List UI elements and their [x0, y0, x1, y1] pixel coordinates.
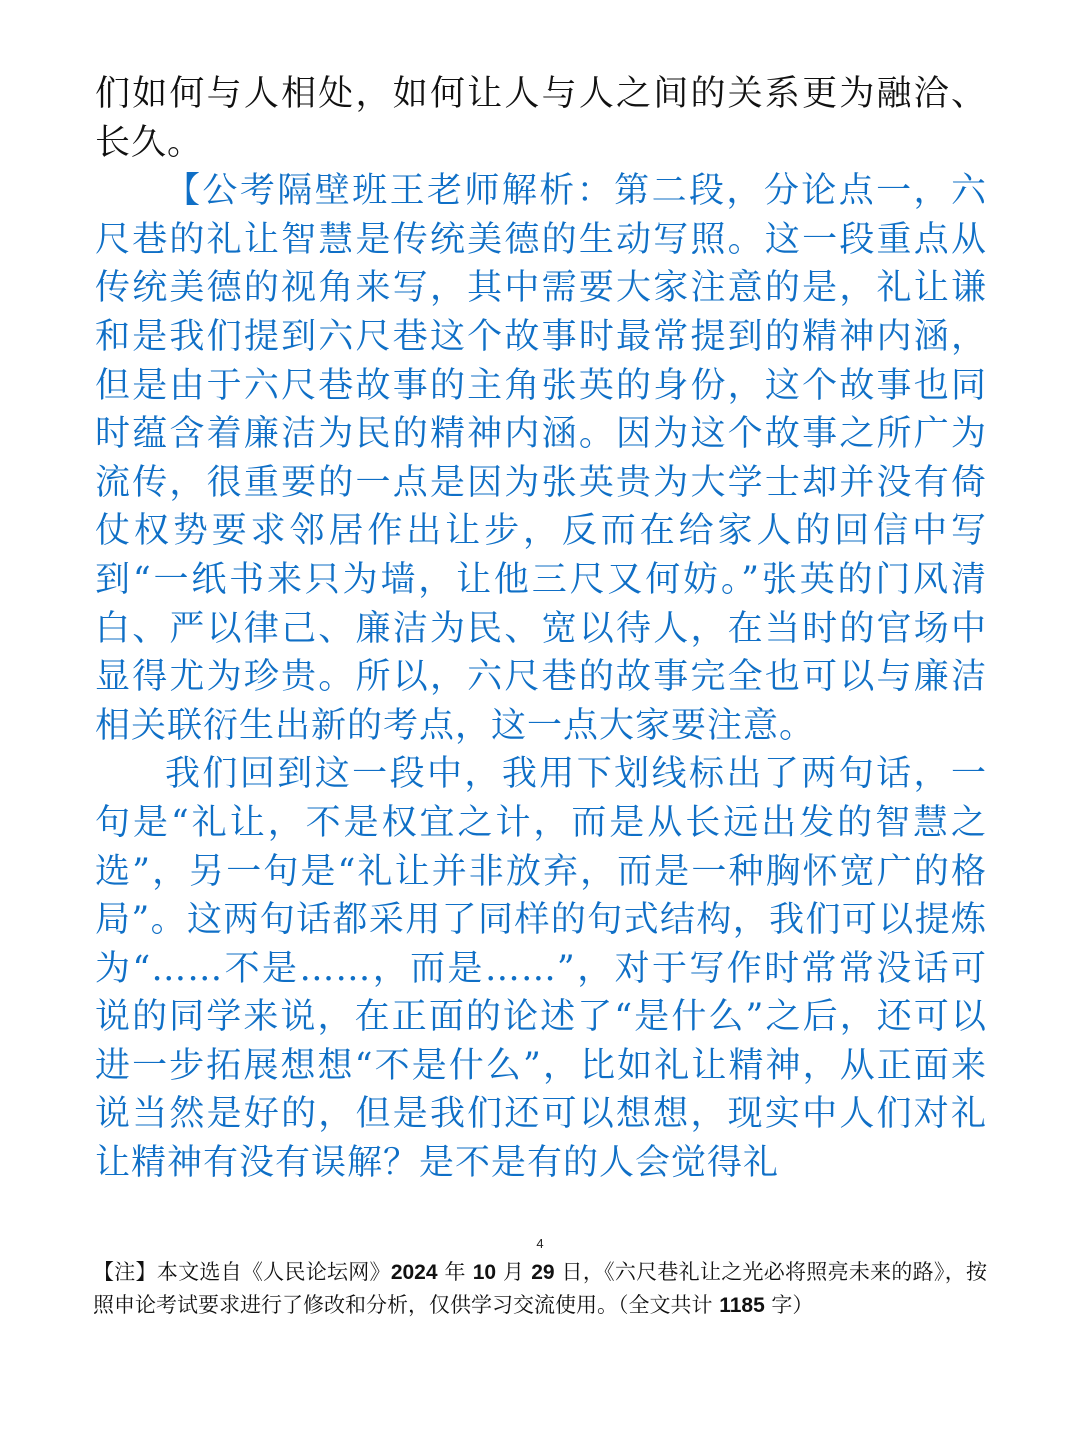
footnote-middle: 日，《六尺巷礼让之光必将照亮未来的路》，按照申论考试要求进行了修改和分析，仅供学习交流使用。（全文共计 — [93, 1260, 987, 1317]
page-number: 4 — [536, 1236, 544, 1251]
document-body — [95, 70, 987, 1188]
footnote-suffix: 字） — [764, 1293, 814, 1317]
footnote-day: 29 — [531, 1261, 555, 1284]
analysis-paragraph: 【公考隔壁班王老师解析：第二段，分论点一，六尺巷的礼让智慧是传统美德的生动写照。这一段重点从传统美德的视角来写，其中需要大家注意的是，礼让谦和是我们提到六尺巷这个故事时最常提到的精神内涵，但是由于六尺巷故事的主角张英的身份，这个故事也同时蕴含着廉洁为民的精神内涵。因为这个故事之所广为流传，很重要的一点是因为张英贵为大学士却并没有倚仗权势要求邻居作出让步，反而在给家人的回信中写到“一纸书来只为墙，让他三尺又何妨。”张英的门风清白、严以律己、廉洁为民、宽以待人，在当时的官场中显得尤为珍贵。所以，六尺巷的故事完全也可以与廉洁相关联衍生出新的考点，这一点大家要注意。 — [95, 171, 987, 746]
footnote-count: 1185 — [719, 1294, 765, 1317]
footnote-month-unit: 月 — [496, 1260, 532, 1284]
footnote-month: 10 — [472, 1261, 497, 1284]
footnote-year-unit: 年 — [437, 1260, 473, 1284]
followup-paragraph: 我们回到这一段中，我用下划线标出了两句话，一句是“礼让，不是权宜之计，而是从长远出发的智慧之选”，另一句是“礼让并非放弃，而是一种胸怀宽广的格局”。这两句话都采用了同样的句式结构，我们可以提炼为“……不是……，而是……”，对于写作时常常没话可说的同学来说，在正面的论述了“是什么”之后，还可以进一步拓展想想“不是什么”，比如礼让精神，从正面来说当然是好的，但是我们还可以想想，现实中人们对礼让精神有没有误解？是不是有的人会觉得礼 — [95, 754, 987, 1184]
footnote-year: 2024 — [390, 1261, 438, 1284]
footnote — [93, 1256, 987, 1322]
intro-paragraph: 们如何与人相处，如何让人与人之间的关系更为融洽、长久。 — [95, 74, 987, 163]
footnote-prefix: 【注】本文选自《人民论坛网》 — [93, 1260, 391, 1284]
